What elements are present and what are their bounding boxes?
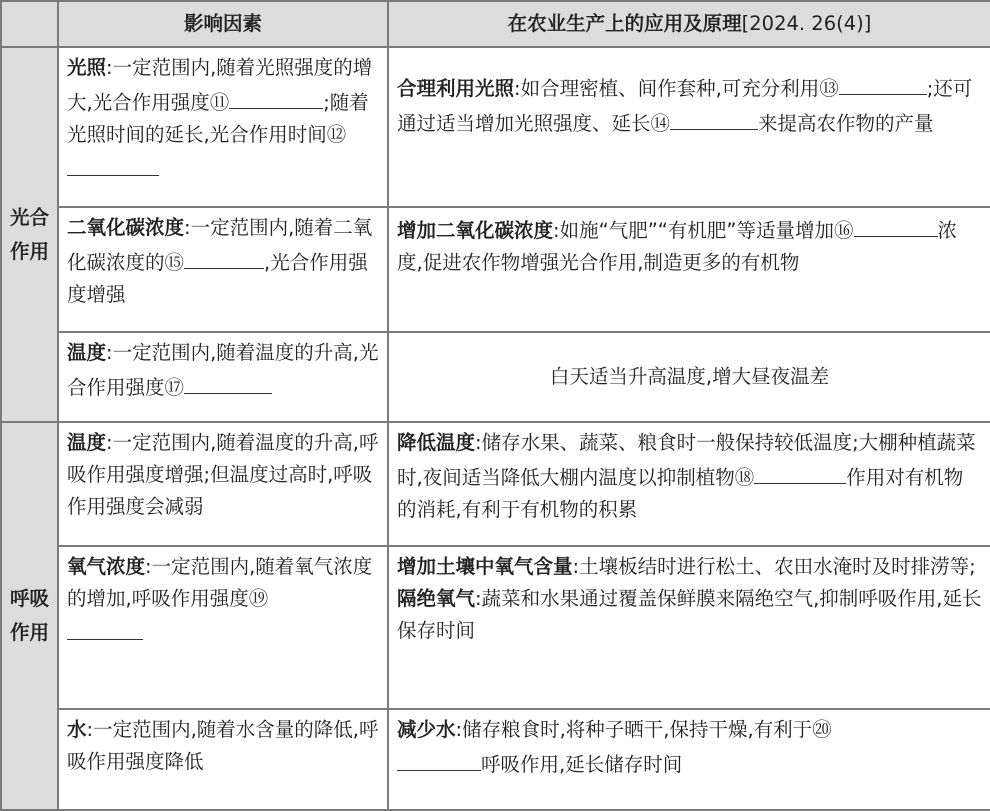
application-cell [388,709,990,810]
application-cell [388,47,990,207]
header-blank [1,1,58,47]
answer-blank-20[interactable] [397,746,481,771]
application-cell [388,422,990,546]
table-row [1,47,990,207]
application-text: :如合理密植、间作套种,可充分利用⑬ [514,77,839,100]
factor-cell [58,207,388,332]
factor-cell [58,546,388,709]
factor-cell [58,332,388,422]
application-title: 增加二氧化碳浓度 [397,219,554,242]
application-title: 合理利用光照 [397,77,515,100]
application-text: 作用对有机物的消耗,有利于有机物的积累 [397,466,964,521]
factor-title: 温度 [67,431,107,454]
factor-text: :一定范围内,随着光照强度的增大,光合作用强度⑪ [67,56,373,114]
factor-cell [58,47,388,207]
application-text: :储存粮食时,将种子晒干,保持干燥,有利于⑳ [455,718,832,741]
factor-text: :一定范围内,随着水含量的降低,呼吸作用强度降低 [67,718,379,773]
application-text: :如施“气肥”“有机肥”等适量增加⑯ [553,219,854,242]
header-application-label: 在农业生产上的应用及原理 [507,12,742,35]
answer-blank-13[interactable] [839,70,927,95]
section-respiration [1,422,58,810]
factor-text: :一定范围内,随着氧气浓度的增加,呼吸作用强度⑲ [67,555,373,610]
table-row [1,332,990,422]
factor-title: 水 [67,718,87,741]
section-label-respiration: 呼吸作用 [9,587,49,644]
answer-blank-18[interactable] [754,459,846,484]
application-title: 减少水 [397,718,456,741]
table-row [1,207,990,332]
section-label-photosynthesis: 光合作用 [9,205,49,263]
application-text: :储存水果、蔬菜、粮食时一般保持较低温度;大棚种植蔬菜时,夜间适当降低大棚内温度以抑制植物⑱ [397,431,976,489]
factor-title: 温度 [67,341,107,364]
answer-blank-17[interactable] [184,369,272,394]
application-text: 白天适当升高温度,增大昼夜温差 [549,365,830,388]
table-row [1,709,990,810]
answer-blank-15[interactable] [184,244,264,269]
answer-blank-11[interactable] [229,84,283,109]
header-application [388,1,990,47]
application-text: ;还可通过适当增加光照强度、延长⑭ [397,77,973,135]
section-photosynthesis [1,47,58,422]
factor-text: ,光合作用强度增强 [67,251,368,306]
application-text: 呼吸作用,延长储存时间 [481,753,683,776]
application-cell [388,207,990,332]
header-factor: 影响因素 [58,1,388,47]
factor-title: 光照 [67,56,107,79]
application-text: 来提高农作物的产量 [758,112,934,135]
factor-text: :一定范围内,随着温度的升高,呼吸作用强度增强;但温度过高时,呼吸作用强度会减弱 [67,431,379,518]
answer-blank-19[interactable] [67,615,143,640]
factor-text: :一定范围内,随着温度的升高,光合作用强度⑰ [67,341,379,399]
application-cell [388,546,990,709]
factor-text: ;随着光照时间的延长,光合作用时间⑫ [67,91,369,146]
answer-blank-11-cont[interactable] [283,84,323,109]
factor-cell [58,709,388,810]
factor-cell [58,422,388,546]
factor-title: 氧气浓度 [67,555,146,578]
application-text: :蔬菜和水果通过覆盖保鲜膜来隔绝空气,抑制呼吸作用,延长保存时间 [397,587,982,642]
application-text: :土壤板结时进行松土、农田水淹时及时排涝等; [572,555,976,578]
factor-text: :一定范围内,随着二氧化碳浓度的⑮ [67,216,373,274]
application-title: 降低温度 [397,431,476,454]
table-row [1,546,990,709]
answer-blank-12[interactable] [67,151,159,176]
table-row [1,422,990,546]
factor-title: 二氧化碳浓度 [67,216,185,239]
answer-blank-14[interactable] [670,105,758,130]
application-cell [388,332,990,422]
application-title: 隔绝氧气 [397,587,476,610]
header-source: [2024. 26(4)] [741,12,872,35]
answer-blank-16[interactable] [854,212,938,237]
application-text: 浓度,促进农作物增强光合作用,制造更多的有机物 [397,219,958,274]
application-title: 增加土壤中氧气含量 [397,555,573,578]
